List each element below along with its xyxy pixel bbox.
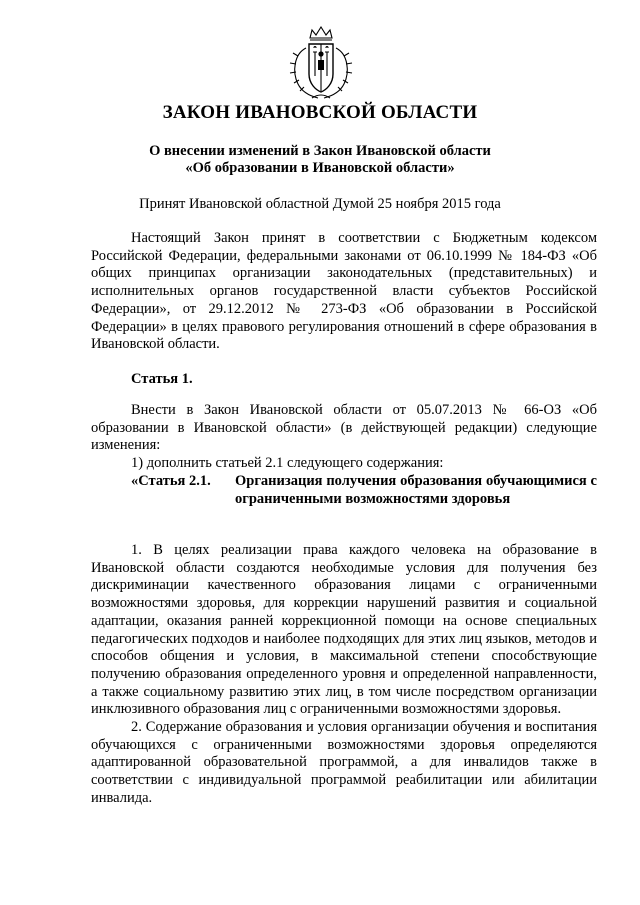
adoption-note: Принят Ивановской областной Думой 25 ноября 2015 года [139,196,501,212]
law-subtitle [0,143,640,177]
preamble-block [91,230,597,354]
article-1-body [91,402,597,508]
article-2-1-paragraph-1: 1. В целях реализации права каждого человека на образование в Ивановской области создаются необходимые условия для получения без дискриминации качественного образования лицами с ограниченными возможностями здоровья, для коррекции нарушений развития и социальной адаптации, оказания ранней коррекционной помощи на основе специальных педагогических подходов и наиболее подходящих для этих лиц языков, методов и способов общения и условия, в максимальной степени способствующие получению образования определенного уровня и определенной направленности, а также социальному развитию этих лиц, в том числе посредством организации инклюзивного образования лиц с ограниченными возможностями здоровья. [91,542,597,718]
article-2-1-paragraph-2: 2. Содержание образования и условия организации обучения и воспитания обучающихся с ограниченными возможностями здоровья определяются адаптированной образовательной программой, а для инвалидов также в соответствии с индивидуальной программой реабилитации или абилитации инвалида. [91,719,597,806]
law-title: ЗАКОН ИВАНОВСКОЙ ОБЛАСТИ [162,102,478,123]
subtitle-line-2: «Об образовании в Ивановской области» [185,160,455,176]
article-2-1-body [91,542,597,808]
article-1-heading: Статья 1. [131,371,193,387]
article-1-intro: Внести в Закон Ивановской области от 05.07.2013 № 66-ОЗ «Об образовании в Ивановской области» (в действующей редакции) следующие изменения: [91,402,597,454]
coat-of-arms-icon [288,24,354,102]
preamble-paragraph: Настоящий Закон принят в соответствии с Бюджетным кодексом Российской Федерации, федеральными законами от 06.10.1999 № 184-ФЗ «Об общих принципах организации законодательных (представительных) и исполнительных органов государственной власти субъектов Российской Федерации», от 29.12.2012 № 273-ФЗ «Об образовании в Российской Федерации» в целях правового регулирования отношений в сфере образования в Ивановской области. [91,230,597,353]
new-article-heading [91,473,597,508]
subtitle-line-1: О внесении изменений в Закон Ивановской области [149,143,491,159]
new-article-number: «Статья 2.1. [131,472,211,489]
new-article-title: Организация получения образования обучающимися с ограниченными возможностями здоровья [235,472,597,507]
article-1-item-1: 1) дополнить статьей 2.1 следующего содержания: [131,455,444,472]
